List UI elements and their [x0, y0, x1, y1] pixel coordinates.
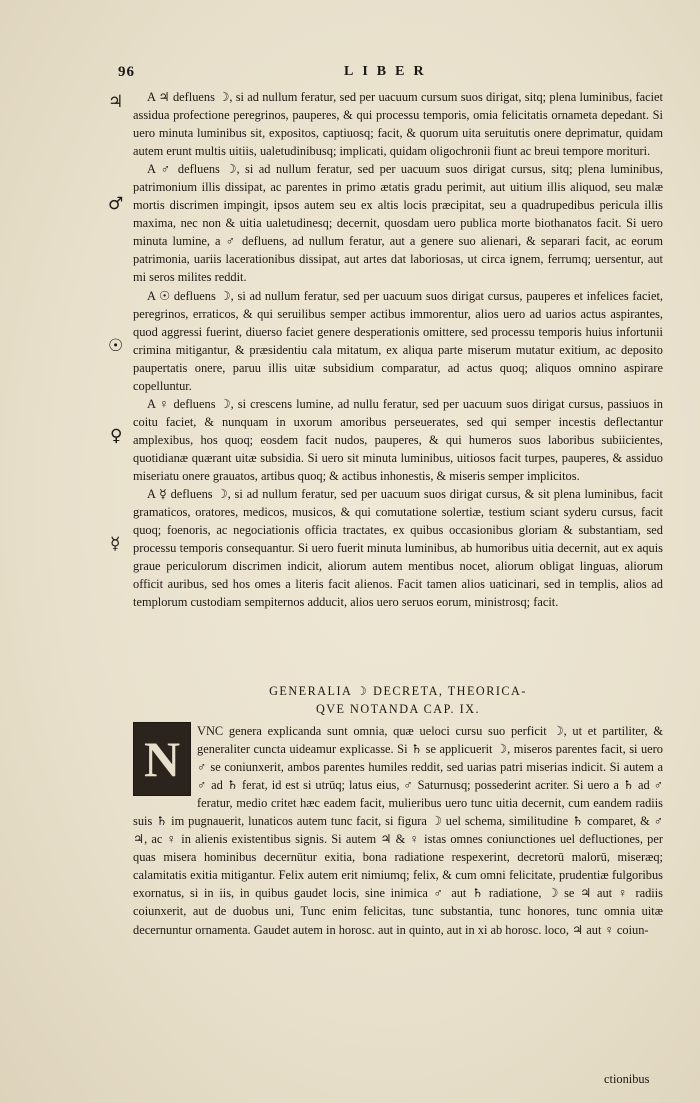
- chapter-text: [133, 722, 663, 939]
- decorated-initial: [133, 722, 191, 796]
- mars-symbol-icon: ♂: [108, 194, 124, 214]
- paragraph-mercury: A ☿ defluens ☽, si ad nullum feratur, sed per uacuum suos dirigat cursus, & sit plena luminibus, facit gramaticos, oratores, medicos, musicos, & qui comutatione solertiæ, testium sciant syderu cursus, facit quoq; foenoris, ac negociationis officia tractates, ex quibus occasionibus gloriam & substantiam, sed processu temporis consequantur. Si uero fuerit minuta luminibus, ab humoribus uitia decernit, aut ex aquis graue periculorum discrimen indicit, aliorum autem mentibus nocet, aliorum obligat linguas, aliorum officit auribus, sed hos omes a literis facit alienos. Facit tamen alios uaticinari, sed in templis, alios ad templorum custodiam sempiternos adducit, alios uero seruos eorum, ministrosq; facit.: [133, 487, 663, 610]
- jupiter-symbol-icon: ♃: [108, 92, 124, 112]
- paragraph-venus: A ♀ defluens ☽, si crescens lumine, ad nullu feratur, sed per uacuum suos dirigat cursus, passiuos in coitu faciet, & nunquam in uxorum amoribus perseuerates, sed qui semper incestis deflectantur amplexibus, hos quoq; eosdem facit nudos, pauperes, & qui humeros suos laboribus subiicientes, quotidianæ quærant uitæ subsidia. Si uero sit minuta luminibus, uitiosos facit turpes, pauperes, & assiduo miseriatu onere grauatos, artibus quoq; & actibus inhonestis, & miseris semper implicitos.: [133, 396, 663, 483]
- sun-symbol-icon: ☉: [108, 336, 124, 356]
- chapter-heading-line1: GENERALIA ☽ DECRETA, THEORICA-: [269, 684, 527, 698]
- mercury-symbol-icon: ☿: [110, 534, 121, 554]
- paragraph-sun: A ☉ defluens ☽, si ad nullum feratur, sed per uacuum suos dirigat cursus, pauperes et infelices faciet, peregrinos, erraticos, & qui seruilibus semper actibus immorentur, alios uero ad uarios actus aspirantes, quod aggressi fuerint, diuerso faciet genere desperationis omittere, sed processu temporis huius infortunii crimina mitigantur, & præsidentiu cala mitatum, ex aliqua parte miserum mutatur exitium, ac deposito paupertatis onere, paruu illis uitæ subsidium comparatur, ad actus quoq; aliquos omnino aspirare copelluntur.: [133, 288, 663, 393]
- chapter-body: VNC genera explicanda sunt omnia, quæ ueloci cursu suo perficit ☽, ut et partiliter, & generaliter cuncta uideamur explicasse. Si ♄ se applicuerit ☽, miseros parentes facit, si uero ♂ se coniunxerit, ambos parentes humiles reddit, sed uarias patri miserias indicit. Si autem a ♂ ad ♄ ferat, id est si utrūq; latus eius, ♂ Saturnusq; possederint acriter. Si uero a ♄ ad ♂ feratur, medio critet hæc eadem facit, mulieribus uero tunc uitia decernit, cum eandem radiis suis ♄ im pugnauerit, lunaticos autem tunc facit, si figura ☽ uel schema, similitudine ♄ comparet, & ♂ ♃, ac ♀ in alienis existentibus signis. Si autem ♃ & ♀ istas omnes coniunctiones uel defluctiones, per quas misera hominibus decernūtur exitia, bona radiatione respexerint, decretorū malorū, miseræq; calamitatis exitia mitigantur. Felix autem erit nimiumq; felix, & cum omni felicitate, prudentiæ fulgoribus exornatus, si in iis, in quibus gaudet locis, sine inimica ♂ aut ♄ radiatione, ☽ se ♃ aut ♀ radiis coiunxerit, aut de duobus uni, Tunc enim felicitas, tunc substantia, tunc honores, tunc omnia uitæ decernuntur ornamenta. Gaudet autem in horosc. aut in quinto, aut in xi ab horosc. loco, ♃ aut ♀ coiun-: [133, 724, 663, 937]
- initial-letter: N: [143, 731, 181, 787]
- catchword: ctionibus: [604, 1072, 650, 1086]
- main-text: [133, 88, 663, 611]
- chapter-heading-line2: QVE NOTANDA CAP. IX.: [315, 702, 481, 716]
- page-header: [118, 64, 658, 84]
- page-number: 96: [118, 64, 135, 80]
- running-title: LIBER: [344, 64, 433, 79]
- paragraph-mars: A ♂ defluens ☽, si ad nullum feratur, sed per uacuum suos dirigat cursus, sitq; plena luminibus, patrimonium illis dissipat, ac parentes in primo ætatis gradu perimit, aut uitium illis aliquod, seu malæ mortis discrimen impingit, ipsos autem seu ex altis locis præcipitat, seu a quadrupedibus pericula illis maxima, nec non & uitia ualetudinesq; decernit, quosdam uero publica morte biothanatos facit. Si uero minuta lumine, a ♂ defluens, ad nullum feratur, aut a genere suo alienari, & separari facit, ac eorum patrimonia, uariis lacerationibus dissipat, aut artes dat laboriosas, ut circa ignem, ferrumq; uersentur, aut mi seros milites reddit.: [133, 162, 663, 285]
- venus-symbol-icon: ♀: [110, 426, 123, 446]
- paragraph-jupiter: A ♃ defluens ☽, si ad nullum feratur, sed per uacuum cursum suos dirigat, sitq; plena luminibus, faciet assidua profectione peregrinos, pauperes, & qui processu temporis, omia felicitatis ornameta depedant. Si uero minuta luminibus sit, expositos, captiuosq; facit, & quorum uita seruitutis onere deprimatur, quidam autem erunt multis uitiis, ualetudinibusq; implicati, quidam oligochronii fiunt ac breui tempore morituri.: [133, 90, 663, 159]
